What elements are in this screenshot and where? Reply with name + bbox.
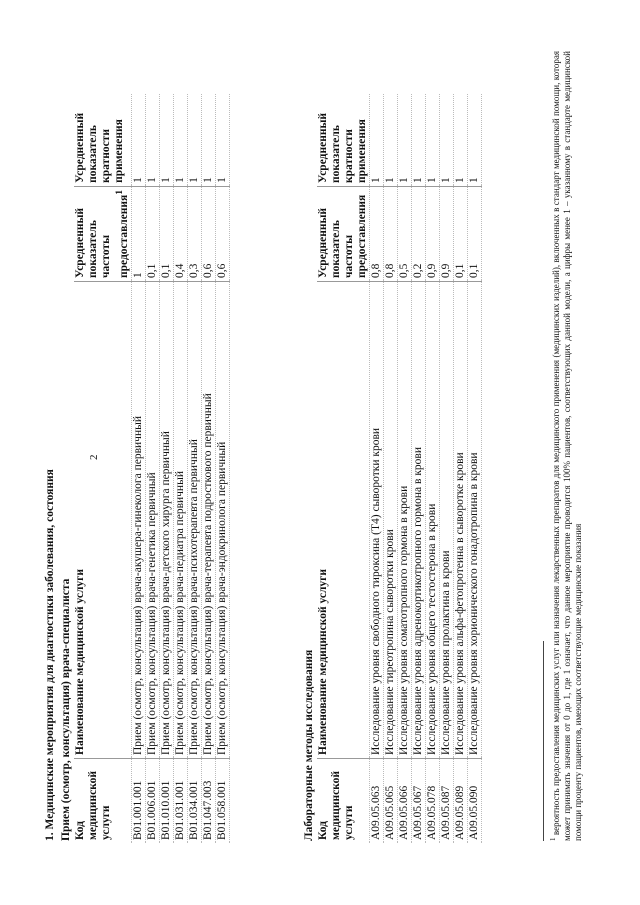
header-code: Код медицинской услуги [317, 759, 370, 844]
cell-code: A09.05.067 [412, 759, 426, 844]
cell-name: Прием (осмотр, консультация) врача-психотерапевта первичный [187, 282, 201, 759]
cell-code: A09.05.078 [426, 759, 440, 844]
cell-name: Прием (осмотр, консультация) врача-терапевта подросткового первичный [201, 282, 215, 759]
table-row [145, 94, 159, 843]
cell-frequency: 0,1 [468, 187, 482, 282]
table-row [468, 94, 482, 843]
cell-code: B01.031.001 [173, 759, 187, 844]
cell-multiplicity: 1 [370, 94, 384, 187]
cell-multiplicity: 1 [131, 94, 145, 187]
cell-code: B01.047.003 [201, 759, 215, 844]
header-frequency-text: Усредненный показатель частоты предоставления [74, 194, 130, 278]
table-row [454, 94, 468, 843]
cell-code: B01.006.001 [145, 759, 159, 844]
header-name: Наименование медицинской услуги [317, 282, 370, 759]
cell-multiplicity: 1 [201, 94, 215, 187]
header-multiplicity: Усредненный показатель кратности применения [317, 94, 370, 187]
table-row [440, 94, 454, 843]
cell-multiplicity: 1 [412, 94, 426, 187]
cell-code: A09.05.090 [468, 759, 482, 844]
cell-frequency: 0,1 [454, 187, 468, 282]
cell-multiplicity: 1 [454, 94, 468, 187]
cell-code: A09.05.063 [370, 759, 384, 844]
table-row [159, 94, 173, 843]
cell-multiplicity: 1 [159, 94, 173, 187]
cell-name: Исследование уровня соматотропного гормона в крови [398, 282, 412, 759]
cell-name: Исследование уровня хорионического гонадотропина в крови [468, 282, 482, 759]
lab-tests-table [317, 94, 482, 843]
table-header-row [317, 94, 370, 843]
cell-frequency: 0,1 [159, 186, 173, 281]
footnote-divider [543, 641, 544, 841]
cell-name: Исследование уровня адренокортикотропного гормона в крови [412, 282, 426, 759]
cell-frequency: 1 [131, 186, 145, 281]
cell-frequency: 0,9 [426, 187, 440, 282]
cell-name: Прием (осмотр, консультация) врача-эндокринолога первичный [215, 282, 229, 759]
table-row [173, 94, 187, 843]
cell-code: B01.010.001 [159, 759, 173, 844]
section-title: 1. Медицинские мероприятия для диагностики заболевания, состояния [44, 469, 56, 841]
cell-multiplicity: 1 [173, 94, 187, 187]
cell-code: A09.05.066 [398, 759, 412, 844]
cell-name: Исследование уровня свободного тироксина (T4) сыворотки крови [370, 282, 384, 759]
cell-code: B01.001.001 [131, 759, 145, 844]
cell-multiplicity: 1 [215, 94, 229, 187]
header-multiplicity: Усредненный показатель кратности применения [74, 94, 131, 187]
footnote-number: 1 [549, 837, 557, 841]
footnote [548, 51, 584, 841]
cell-code: A09.05.065 [384, 759, 398, 844]
table-row [384, 94, 398, 843]
cell-code: A09.05.087 [440, 759, 454, 844]
header-frequency: Усредненный показатель частоты предоставления [317, 187, 370, 282]
cell-name: Исследование уровня альфа-фетопротеина в сыворотке крови [454, 282, 468, 759]
cell-multiplicity: 1 [468, 94, 482, 187]
cell-code: B01.034.001 [187, 759, 201, 844]
table-header-row [74, 94, 131, 843]
table-row [187, 94, 201, 843]
cell-multiplicity: 1 [398, 94, 412, 187]
cell-frequency: 0,8 [384, 187, 398, 282]
cell-frequency: 0,6 [215, 186, 229, 281]
cell-multiplicity: 1 [187, 94, 201, 187]
subsection-consultations-title: Прием (осмотр, консультация) врача-специалиста [60, 578, 72, 841]
table-row [215, 94, 229, 843]
footnote-text: вероятность предоставления медицинских услуг или назначения лекарственных препаратов для медицинского применения (медицинских изделий), включенных в стандарт медицинской помощи, которая может принимать значения от 0 до 1, где 1 означает, что данное мероприятие проводится 100% пациентов, соответствующих данной модели, а цифры менее 1 – указанному в стандарте медицинской помощи проценту пациентов, имеющих соответствующие медицинские показания [551, 50, 583, 841]
cell-multiplicity: 1 [426, 94, 440, 187]
page-number: 2 [88, 454, 100, 460]
table-row [412, 94, 426, 843]
table-row [201, 94, 215, 843]
cell-multiplicity: 1 [145, 94, 159, 187]
cell-name: Исследование тиреотропина сыворотки крови [384, 282, 398, 759]
cell-code: A09.05.089 [454, 759, 468, 844]
consultations-table [74, 94, 230, 843]
cell-frequency: 0,5 [398, 187, 412, 282]
table-row [370, 94, 384, 843]
cell-name: Прием (осмотр, консультация) врача-акушера-гинеколога первичный [131, 282, 145, 759]
header-frequency [74, 186, 131, 281]
subsection-lab-title: Лабораторные методы исследования [303, 649, 315, 841]
cell-code: B01.058.001 [215, 759, 229, 844]
cell-frequency: 0,3 [187, 186, 201, 281]
cell-multiplicity: 1 [440, 94, 454, 187]
cell-name: Исследование уровня общего тестостерона в крови [426, 282, 440, 759]
cell-name: Прием (осмотр, консультация) врача-педиатра первичный [173, 282, 187, 759]
cell-frequency: 0,1 [145, 186, 159, 281]
cell-frequency: 0,8 [370, 187, 384, 282]
cell-frequency: 0,9 [440, 187, 454, 282]
cell-frequency: 0,4 [173, 186, 187, 281]
cell-name: Исследование уровня пролактина в крови [440, 282, 454, 759]
table-row [426, 94, 440, 843]
table-row [398, 94, 412, 843]
cell-multiplicity: 1 [384, 94, 398, 187]
cell-frequency: 0,2 [412, 187, 426, 282]
cell-name: Прием (осмотр, консультация) врача-генетика первичный [145, 282, 159, 759]
header-name: Наименование медицинской услуги [74, 282, 131, 759]
cell-name: Прием (осмотр, консультация) врача-детского хирурга первичный [159, 282, 173, 759]
footnote-mark: 1 [114, 189, 125, 195]
cell-frequency: 0,6 [201, 186, 215, 281]
header-code: Код медицинской услуги [74, 759, 131, 844]
table-row [131, 94, 145, 843]
